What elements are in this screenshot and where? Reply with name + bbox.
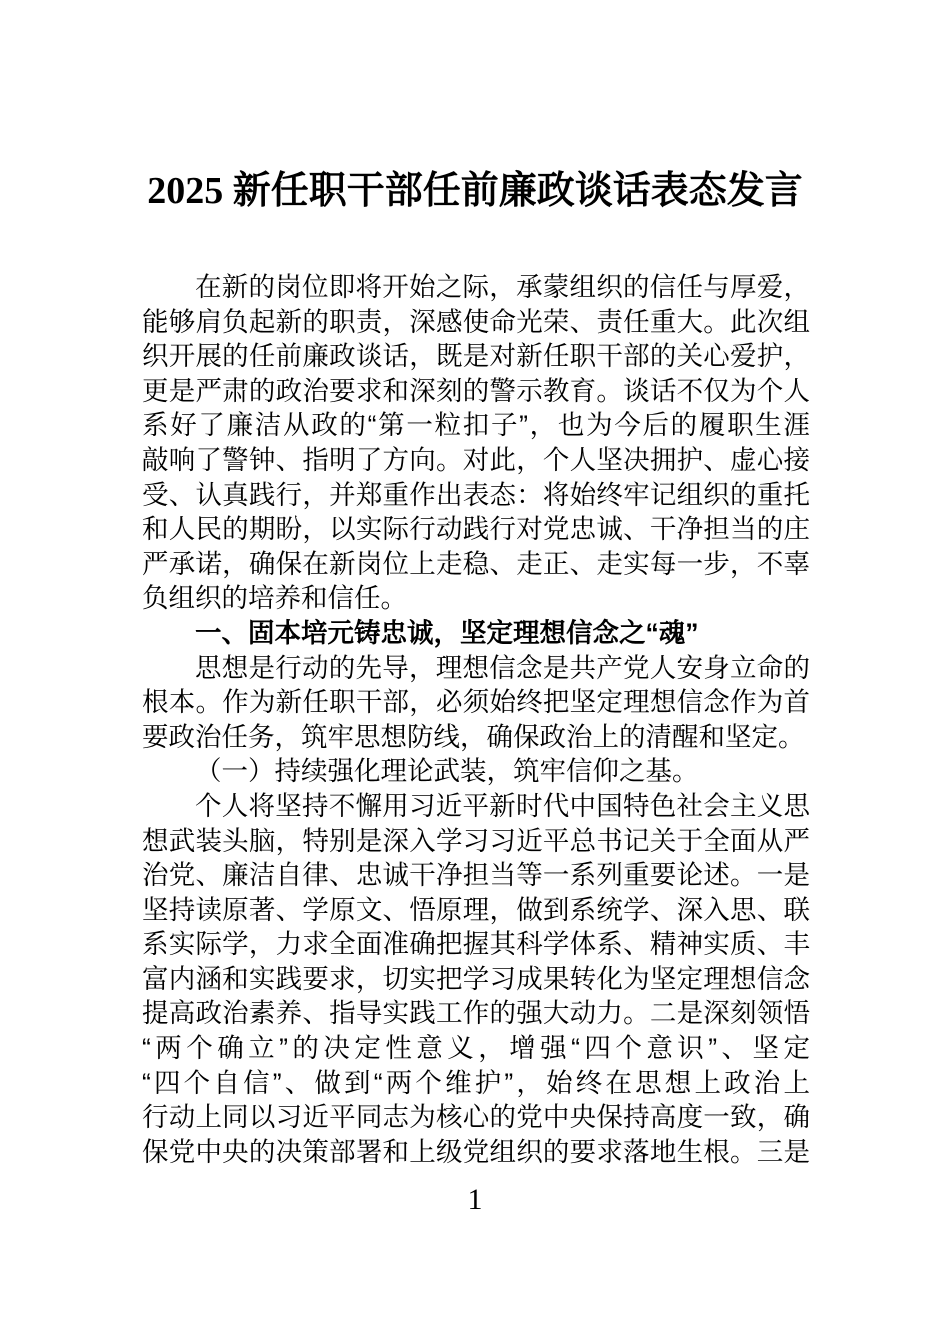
text-line: 系实际学，力求全面准确把握其科学体系、精神实质、丰 (142, 929, 810, 960)
text-line: 系好了廉洁从政的“第一粒扣子”，也为今后的履职生涯 (142, 410, 810, 441)
text-line: 一、固本培元铸忠诚，坚定理想信念之“魂” (195, 617, 699, 648)
text-line: 织开展的任前廉政谈话，既是对新任职干部的关心爱护， (142, 341, 810, 372)
document-title: 2025 新任职干部任前廉政谈话表态发言 (147, 170, 803, 212)
text-line: 个人将坚持不懈用习近平新时代中国特色社会主义思 (195, 790, 810, 821)
text-line: 富内涵和实践要求，切实把学习成果转化为坚定理想信念 (142, 963, 810, 994)
text-line: 和人民的期盼，以实际行动践行对党忠诚、干净担当的庄 (142, 514, 810, 545)
text-line: 能够肩负起新的职责，深感使命光荣、责任重大。此次组 (142, 306, 810, 337)
text-line: 更是严肃的政治要求和深刻的警示教育。谈话不仅为个人 (142, 375, 810, 406)
text-line: “两个确立”的决定性意义，增强“四个意识”、坚定 (142, 1033, 810, 1064)
text-line: 严承诺，确保在新岗位上走稳、走正、走实每一步，不辜 (142, 548, 810, 579)
text-line: 保党中央的决策部署和上级党组织的要求落地生根。三是 (142, 1136, 810, 1167)
text-line: “四个自信”、做到“两个维护”，始终在思想上政治上 (142, 1067, 810, 1098)
text-line: 提高政治素养、指导实践工作的强大动力。二是深刻领悟 (142, 998, 810, 1029)
text-line: 坚持读原著、学原文、悟原理，做到系统学、深入思、联 (142, 894, 810, 925)
text-line: 行动上同以习近平同志为核心的党中央保持高度一致，确 (142, 1102, 810, 1133)
document-body (142, 270, 810, 1169)
text-line: 根本。作为新任职干部，必须始终把坚定理想信念作为首 (142, 687, 810, 718)
text-line: （一）持续强化理论武装，筑牢信仰之基。 (195, 756, 699, 787)
text-line: 受、认真践行，并郑重作出表态：将始终牢记组织的重托 (142, 479, 810, 510)
text-line: 想武装头脑，特别是深入学习习近平总书记关于全面从严 (142, 825, 810, 856)
text-line: 负组织的培养和信任。 (142, 583, 407, 614)
text-line: 要政治任务，筑牢思想防线，确保政治上的清醒和坚定。 (142, 721, 805, 752)
text-line: 治党、廉洁自律、忠诚干净担当等一系列重要论述。一是 (142, 860, 810, 891)
text-line: 在新的岗位即将开始之际，承蒙组织的信任与厚爱， (195, 272, 810, 302)
text-line: 敲响了警钟、指明了方向。对此，个人坚决拥护、虚心接 (142, 444, 810, 475)
text-line: 思想是行动的先导，理想信念是共产党人安身立命的 (195, 652, 810, 683)
page-number: 1 (467, 1183, 483, 1217)
